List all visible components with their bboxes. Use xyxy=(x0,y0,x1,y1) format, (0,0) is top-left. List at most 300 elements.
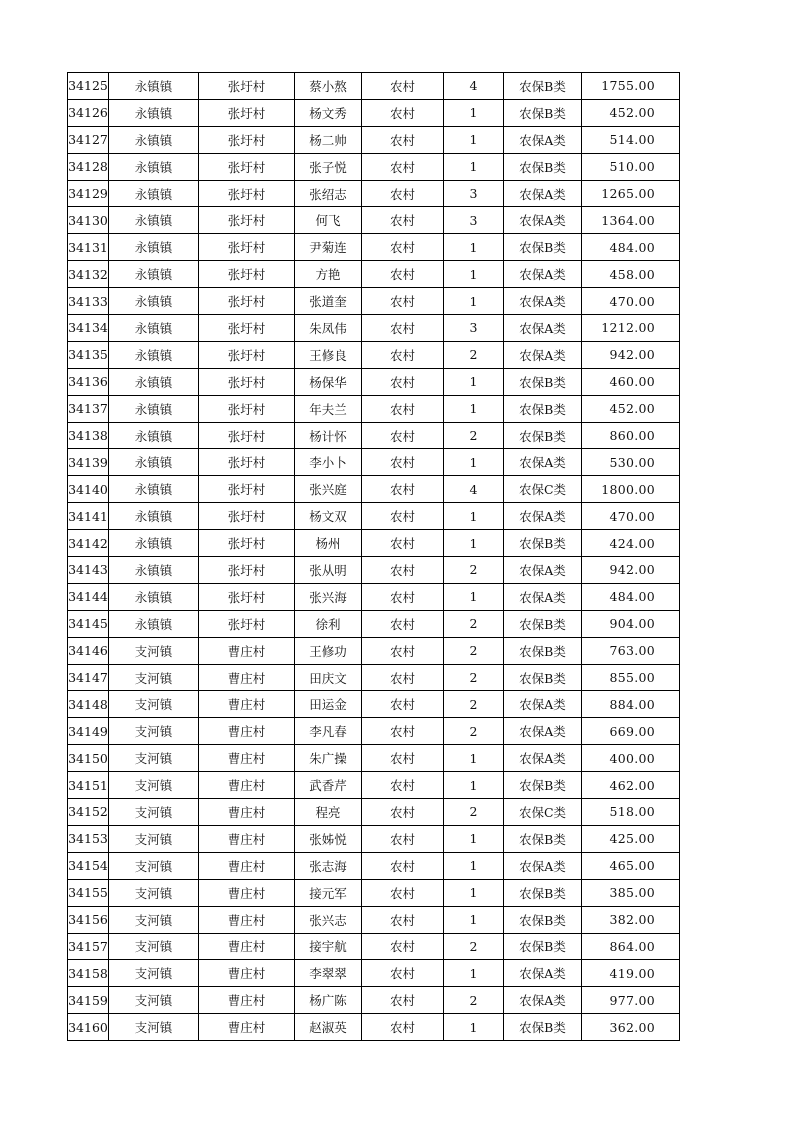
insurance-category-cell: 农保B类 xyxy=(504,637,582,664)
village-cell: 张圩村 xyxy=(199,449,295,476)
town-cell: 支河镇 xyxy=(109,906,199,933)
village-cell: 张圩村 xyxy=(199,288,295,315)
record-id-cell: 34155 xyxy=(68,879,109,906)
household-type-cell: 农村 xyxy=(362,341,444,368)
name-cell: 杨保华 xyxy=(295,368,362,395)
member-count-cell: 3 xyxy=(444,207,504,234)
member-count-cell: 1 xyxy=(444,126,504,153)
household-type-cell: 农村 xyxy=(362,664,444,691)
amount-cell: 458.00 xyxy=(582,261,680,288)
town-cell: 支河镇 xyxy=(109,933,199,960)
record-id-cell: 34151 xyxy=(68,772,109,799)
name-cell: 杨文双 xyxy=(295,503,362,530)
insurance-category-cell: 农保A类 xyxy=(504,691,582,718)
village-cell: 曹庄村 xyxy=(199,987,295,1014)
name-cell: 程亮 xyxy=(295,799,362,826)
table-row xyxy=(68,73,680,100)
insurance-category-cell: 农保B类 xyxy=(504,879,582,906)
household-type-cell: 农村 xyxy=(362,879,444,906)
member-count-cell: 1 xyxy=(444,583,504,610)
record-id-cell: 34134 xyxy=(68,315,109,342)
amount-cell: 1755.00 xyxy=(582,73,680,100)
table-row xyxy=(68,153,680,180)
record-id-cell: 34132 xyxy=(68,261,109,288)
amount-cell: 942.00 xyxy=(582,557,680,584)
record-id-cell: 34138 xyxy=(68,422,109,449)
town-cell: 支河镇 xyxy=(109,799,199,826)
village-cell: 曹庄村 xyxy=(199,906,295,933)
table-row xyxy=(68,1014,680,1041)
record-id-cell: 34139 xyxy=(68,449,109,476)
record-id-cell: 34133 xyxy=(68,288,109,315)
record-id-cell: 34137 xyxy=(68,395,109,422)
town-cell: 永镇镇 xyxy=(109,126,199,153)
table-row xyxy=(68,234,680,261)
insurance-category-cell: 农保B类 xyxy=(504,610,582,637)
table-row xyxy=(68,718,680,745)
table-row xyxy=(68,261,680,288)
household-type-cell: 农村 xyxy=(362,503,444,530)
name-cell: 张道奎 xyxy=(295,288,362,315)
town-cell: 永镇镇 xyxy=(109,503,199,530)
record-id-cell: 34148 xyxy=(68,691,109,718)
name-cell: 接元军 xyxy=(295,879,362,906)
insurance-category-cell: 农保B类 xyxy=(504,153,582,180)
name-cell: 张兴海 xyxy=(295,583,362,610)
name-cell: 接宇航 xyxy=(295,933,362,960)
household-type-cell: 农村 xyxy=(362,315,444,342)
name-cell: 张志海 xyxy=(295,852,362,879)
insurance-category-cell: 农保B类 xyxy=(504,368,582,395)
table-row xyxy=(68,99,680,126)
table-row xyxy=(68,315,680,342)
village-cell: 张圩村 xyxy=(199,476,295,503)
record-id-cell: 34144 xyxy=(68,583,109,610)
record-id-cell: 34130 xyxy=(68,207,109,234)
member-count-cell: 1 xyxy=(444,530,504,557)
member-count-cell: 1 xyxy=(444,745,504,772)
amount-cell: 860.00 xyxy=(582,422,680,449)
amount-cell: 452.00 xyxy=(582,99,680,126)
table-row xyxy=(68,825,680,852)
town-cell: 支河镇 xyxy=(109,664,199,691)
record-id-cell: 34126 xyxy=(68,99,109,126)
table-body xyxy=(68,73,680,1041)
amount-cell: 462.00 xyxy=(582,772,680,799)
table-row xyxy=(68,395,680,422)
member-count-cell: 1 xyxy=(444,99,504,126)
insurance-category-cell: 农保B类 xyxy=(504,664,582,691)
amount-cell: 382.00 xyxy=(582,906,680,933)
insurance-category-cell: 农保A类 xyxy=(504,960,582,987)
amount-cell: 884.00 xyxy=(582,691,680,718)
member-count-cell: 2 xyxy=(444,422,504,449)
insurance-category-cell: 农保A类 xyxy=(504,315,582,342)
table-row xyxy=(68,933,680,960)
insurance-category-cell: 农保A类 xyxy=(504,449,582,476)
table-row xyxy=(68,691,680,718)
amount-cell: 1265.00 xyxy=(582,180,680,207)
table-row xyxy=(68,906,680,933)
amount-cell: 465.00 xyxy=(582,852,680,879)
amount-cell: 424.00 xyxy=(582,530,680,557)
table-row xyxy=(68,368,680,395)
household-type-cell: 农村 xyxy=(362,745,444,772)
name-cell: 王修良 xyxy=(295,341,362,368)
table-row xyxy=(68,530,680,557)
insurance-category-cell: 农保A类 xyxy=(504,261,582,288)
table-row xyxy=(68,799,680,826)
table-row xyxy=(68,341,680,368)
insurance-category-cell: 农保A类 xyxy=(504,503,582,530)
table-row xyxy=(68,879,680,906)
name-cell: 赵淑英 xyxy=(295,1014,362,1041)
town-cell: 支河镇 xyxy=(109,987,199,1014)
insurance-category-cell: 农保A类 xyxy=(504,987,582,1014)
household-type-cell: 农村 xyxy=(362,288,444,315)
insurance-category-cell: 农保C类 xyxy=(504,799,582,826)
name-cell: 李翠翠 xyxy=(295,960,362,987)
amount-cell: 460.00 xyxy=(582,368,680,395)
member-count-cell: 1 xyxy=(444,852,504,879)
village-cell: 曹庄村 xyxy=(199,825,295,852)
member-count-cell: 2 xyxy=(444,691,504,718)
insurance-category-cell: 农保C类 xyxy=(504,476,582,503)
amount-cell: 1800.00 xyxy=(582,476,680,503)
name-cell: 王修功 xyxy=(295,637,362,664)
member-count-cell: 1 xyxy=(444,288,504,315)
record-id-cell: 34146 xyxy=(68,637,109,664)
table-row xyxy=(68,288,680,315)
household-type-cell: 农村 xyxy=(362,691,444,718)
town-cell: 永镇镇 xyxy=(109,476,199,503)
member-count-cell: 4 xyxy=(444,476,504,503)
amount-cell: 763.00 xyxy=(582,637,680,664)
insurance-category-cell: 农保A类 xyxy=(504,583,582,610)
name-cell: 蔡小熬 xyxy=(295,73,362,100)
table-row xyxy=(68,422,680,449)
amount-cell: 385.00 xyxy=(582,879,680,906)
town-cell: 永镇镇 xyxy=(109,395,199,422)
insurance-category-cell: 农保B类 xyxy=(504,933,582,960)
table-row xyxy=(68,126,680,153)
table-row xyxy=(68,557,680,584)
member-count-cell: 1 xyxy=(444,395,504,422)
table-row xyxy=(68,987,680,1014)
name-cell: 张子悦 xyxy=(295,153,362,180)
village-cell: 张圩村 xyxy=(199,503,295,530)
town-cell: 永镇镇 xyxy=(109,610,199,637)
name-cell: 何飞 xyxy=(295,207,362,234)
town-cell: 永镇镇 xyxy=(109,261,199,288)
village-cell: 张圩村 xyxy=(199,126,295,153)
table-row xyxy=(68,583,680,610)
amount-cell: 1364.00 xyxy=(582,207,680,234)
record-id-cell: 34145 xyxy=(68,610,109,637)
insurance-category-cell: 农保B类 xyxy=(504,530,582,557)
village-cell: 曹庄村 xyxy=(199,799,295,826)
member-count-cell: 2 xyxy=(444,799,504,826)
village-cell: 曹庄村 xyxy=(199,852,295,879)
household-type-cell: 农村 xyxy=(362,987,444,1014)
town-cell: 支河镇 xyxy=(109,691,199,718)
record-id-cell: 34140 xyxy=(68,476,109,503)
village-cell: 曹庄村 xyxy=(199,1014,295,1041)
village-cell: 张圩村 xyxy=(199,422,295,449)
amount-cell: 510.00 xyxy=(582,153,680,180)
town-cell: 永镇镇 xyxy=(109,368,199,395)
record-id-cell: 34150 xyxy=(68,745,109,772)
member-count-cell: 1 xyxy=(444,1014,504,1041)
record-id-cell: 34127 xyxy=(68,126,109,153)
record-id-cell: 34149 xyxy=(68,718,109,745)
record-id-cell: 34160 xyxy=(68,1014,109,1041)
name-cell: 田庆文 xyxy=(295,664,362,691)
record-id-cell: 34136 xyxy=(68,368,109,395)
amount-cell: 470.00 xyxy=(582,288,680,315)
table-row xyxy=(68,610,680,637)
table-row xyxy=(68,207,680,234)
household-type-cell: 农村 xyxy=(362,234,444,261)
insurance-category-cell: 农保B类 xyxy=(504,73,582,100)
insurance-category-cell: 农保A类 xyxy=(504,341,582,368)
village-cell: 张圩村 xyxy=(199,395,295,422)
village-cell: 曹庄村 xyxy=(199,664,295,691)
insurance-category-cell: 农保B类 xyxy=(504,234,582,261)
insurance-category-cell: 农保A类 xyxy=(504,180,582,207)
village-cell: 曹庄村 xyxy=(199,718,295,745)
village-cell: 曹庄村 xyxy=(199,879,295,906)
insurance-category-cell: 农保A类 xyxy=(504,207,582,234)
name-cell: 杨广陈 xyxy=(295,987,362,1014)
household-type-cell: 农村 xyxy=(362,368,444,395)
amount-cell: 977.00 xyxy=(582,987,680,1014)
name-cell: 张绍志 xyxy=(295,180,362,207)
household-type-cell: 农村 xyxy=(362,933,444,960)
name-cell: 张从明 xyxy=(295,557,362,584)
name-cell: 杨二帅 xyxy=(295,126,362,153)
name-cell: 杨文秀 xyxy=(295,99,362,126)
member-count-cell: 3 xyxy=(444,315,504,342)
town-cell: 永镇镇 xyxy=(109,99,199,126)
town-cell: 永镇镇 xyxy=(109,153,199,180)
household-type-cell: 农村 xyxy=(362,718,444,745)
name-cell: 尹菊连 xyxy=(295,234,362,261)
household-type-cell: 农村 xyxy=(362,583,444,610)
town-cell: 支河镇 xyxy=(109,852,199,879)
household-type-cell: 农村 xyxy=(362,73,444,100)
amount-cell: 530.00 xyxy=(582,449,680,476)
town-cell: 永镇镇 xyxy=(109,341,199,368)
member-count-cell: 1 xyxy=(444,960,504,987)
name-cell: 李凡春 xyxy=(295,718,362,745)
town-cell: 永镇镇 xyxy=(109,207,199,234)
amount-cell: 864.00 xyxy=(582,933,680,960)
village-cell: 张圩村 xyxy=(199,368,295,395)
village-cell: 张圩村 xyxy=(199,180,295,207)
table-row xyxy=(68,664,680,691)
name-cell: 田运金 xyxy=(295,691,362,718)
amount-cell: 484.00 xyxy=(582,234,680,261)
member-count-cell: 1 xyxy=(444,772,504,799)
name-cell: 张兴庭 xyxy=(295,476,362,503)
insurance-category-cell: 农保A类 xyxy=(504,288,582,315)
village-cell: 张圩村 xyxy=(199,261,295,288)
household-type-cell: 农村 xyxy=(362,852,444,879)
household-type-cell: 农村 xyxy=(362,180,444,207)
village-cell: 张圩村 xyxy=(199,583,295,610)
town-cell: 永镇镇 xyxy=(109,557,199,584)
village-cell: 张圩村 xyxy=(199,530,295,557)
amount-cell: 855.00 xyxy=(582,664,680,691)
table-row xyxy=(68,637,680,664)
amount-cell: 669.00 xyxy=(582,718,680,745)
village-cell: 张圩村 xyxy=(199,610,295,637)
insurance-category-cell: 农保A类 xyxy=(504,557,582,584)
record-id-cell: 34135 xyxy=(68,341,109,368)
village-cell: 张圩村 xyxy=(199,341,295,368)
amount-cell: 514.00 xyxy=(582,126,680,153)
household-type-cell: 农村 xyxy=(362,960,444,987)
table-row xyxy=(68,476,680,503)
household-type-cell: 农村 xyxy=(362,825,444,852)
village-cell: 张圩村 xyxy=(199,73,295,100)
record-id-cell: 34143 xyxy=(68,557,109,584)
household-type-cell: 农村 xyxy=(362,476,444,503)
village-cell: 张圩村 xyxy=(199,207,295,234)
village-cell: 张圩村 xyxy=(199,153,295,180)
record-id-cell: 34142 xyxy=(68,530,109,557)
town-cell: 永镇镇 xyxy=(109,530,199,557)
member-count-cell: 1 xyxy=(444,825,504,852)
table-row xyxy=(68,180,680,207)
member-count-cell: 3 xyxy=(444,180,504,207)
town-cell: 支河镇 xyxy=(109,745,199,772)
household-type-cell: 农村 xyxy=(362,906,444,933)
record-id-cell: 34157 xyxy=(68,933,109,960)
amount-cell: 904.00 xyxy=(582,610,680,637)
household-type-cell: 农村 xyxy=(362,637,444,664)
insurance-category-cell: 农保B类 xyxy=(504,772,582,799)
household-type-cell: 农村 xyxy=(362,395,444,422)
insurance-category-cell: 农保A类 xyxy=(504,852,582,879)
household-type-cell: 农村 xyxy=(362,557,444,584)
name-cell: 年夫兰 xyxy=(295,395,362,422)
insurance-category-cell: 农保B类 xyxy=(504,825,582,852)
data-table xyxy=(67,72,680,1041)
member-count-cell: 1 xyxy=(444,153,504,180)
amount-cell: 362.00 xyxy=(582,1014,680,1041)
table-row xyxy=(68,852,680,879)
town-cell: 支河镇 xyxy=(109,1014,199,1041)
member-count-cell: 2 xyxy=(444,557,504,584)
amount-cell: 1212.00 xyxy=(582,315,680,342)
record-id-cell: 34156 xyxy=(68,906,109,933)
member-count-cell: 2 xyxy=(444,637,504,664)
town-cell: 永镇镇 xyxy=(109,422,199,449)
town-cell: 支河镇 xyxy=(109,879,199,906)
member-count-cell: 2 xyxy=(444,718,504,745)
name-cell: 杨计怀 xyxy=(295,422,362,449)
record-id-cell: 34153 xyxy=(68,825,109,852)
insurance-category-cell: 农保A类 xyxy=(504,745,582,772)
record-id-cell: 34131 xyxy=(68,234,109,261)
member-count-cell: 2 xyxy=(444,341,504,368)
member-count-cell: 2 xyxy=(444,664,504,691)
amount-cell: 400.00 xyxy=(582,745,680,772)
name-cell: 张兴志 xyxy=(295,906,362,933)
household-type-cell: 农村 xyxy=(362,261,444,288)
record-id-cell: 34128 xyxy=(68,153,109,180)
insurance-category-cell: 农保B类 xyxy=(504,395,582,422)
insurance-category-cell: 农保B类 xyxy=(504,422,582,449)
record-id-cell: 34159 xyxy=(68,987,109,1014)
village-cell: 曹庄村 xyxy=(199,637,295,664)
town-cell: 永镇镇 xyxy=(109,73,199,100)
member-count-cell: 1 xyxy=(444,879,504,906)
village-cell: 曹庄村 xyxy=(199,772,295,799)
table-row xyxy=(68,960,680,987)
town-cell: 永镇镇 xyxy=(109,180,199,207)
town-cell: 支河镇 xyxy=(109,637,199,664)
amount-cell: 452.00 xyxy=(582,395,680,422)
town-cell: 永镇镇 xyxy=(109,315,199,342)
record-id-cell: 34141 xyxy=(68,503,109,530)
village-cell: 曹庄村 xyxy=(199,691,295,718)
village-cell: 曹庄村 xyxy=(199,745,295,772)
name-cell: 张姊悦 xyxy=(295,825,362,852)
member-count-cell: 2 xyxy=(444,933,504,960)
name-cell: 武香芹 xyxy=(295,772,362,799)
village-cell: 张圩村 xyxy=(199,99,295,126)
member-count-cell: 1 xyxy=(444,368,504,395)
household-type-cell: 农村 xyxy=(362,799,444,826)
member-count-cell: 1 xyxy=(444,503,504,530)
household-type-cell: 农村 xyxy=(362,530,444,557)
insurance-category-cell: 农保B类 xyxy=(504,906,582,933)
member-count-cell: 1 xyxy=(444,906,504,933)
amount-cell: 425.00 xyxy=(582,825,680,852)
name-cell: 朱广操 xyxy=(295,745,362,772)
member-count-cell: 1 xyxy=(444,449,504,476)
table-row xyxy=(68,772,680,799)
table-row xyxy=(68,503,680,530)
insurance-category-cell: 农保B类 xyxy=(504,99,582,126)
record-id-cell: 34158 xyxy=(68,960,109,987)
town-cell: 支河镇 xyxy=(109,718,199,745)
record-id-cell: 34125 xyxy=(68,73,109,100)
record-id-cell: 34129 xyxy=(68,180,109,207)
member-count-cell: 1 xyxy=(444,234,504,261)
village-cell: 曹庄村 xyxy=(199,960,295,987)
table-row xyxy=(68,449,680,476)
village-cell: 张圩村 xyxy=(199,234,295,261)
table-row xyxy=(68,745,680,772)
name-cell: 方艳 xyxy=(295,261,362,288)
household-type-cell: 农村 xyxy=(362,207,444,234)
town-cell: 永镇镇 xyxy=(109,234,199,261)
member-count-cell: 2 xyxy=(444,610,504,637)
record-id-cell: 34147 xyxy=(68,664,109,691)
town-cell: 永镇镇 xyxy=(109,449,199,476)
amount-cell: 419.00 xyxy=(582,960,680,987)
member-count-cell: 4 xyxy=(444,73,504,100)
village-cell: 曹庄村 xyxy=(199,933,295,960)
household-type-cell: 农村 xyxy=(362,126,444,153)
insurance-category-cell: 农保A类 xyxy=(504,126,582,153)
name-cell: 杨州 xyxy=(295,530,362,557)
amount-cell: 518.00 xyxy=(582,799,680,826)
